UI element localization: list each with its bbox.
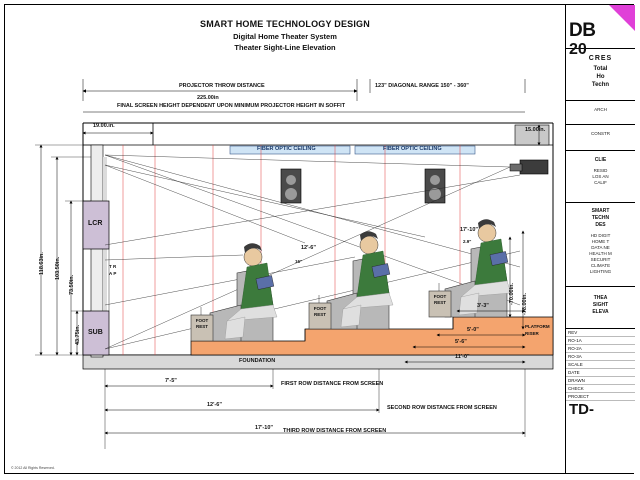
sightline-dim-2: 17'-10" bbox=[460, 227, 478, 233]
scope-title-2: TECHN bbox=[591, 215, 610, 221]
platform-riser-label: PLATFORM RISER bbox=[525, 324, 550, 336]
seat-back-dim-2: -78.00in. bbox=[522, 292, 528, 315]
seat-back-dim-1: -70.00in. bbox=[509, 282, 515, 305]
copyright-text: © 2012 All Rights Reserved. bbox=[11, 466, 55, 470]
revision-row: RO-2A bbox=[566, 345, 635, 353]
sightline-dim-1: 12'-6" bbox=[301, 245, 316, 251]
foundation-label: FOUNDATION bbox=[239, 358, 276, 364]
firm-name: CRES bbox=[588, 55, 613, 62]
trap-label: T R A P bbox=[109, 264, 117, 276]
firm-line-1: Total bbox=[593, 66, 608, 72]
sub-height-dim: 43.75in. bbox=[75, 324, 81, 345]
revision-row: REV bbox=[566, 329, 635, 337]
drawing-title-3: ELEVA bbox=[592, 309, 609, 315]
riser-dim-1: 3'-3" bbox=[477, 303, 489, 309]
scope-title-3: DES bbox=[595, 222, 606, 228]
row1-value: 7'-5" bbox=[165, 378, 177, 384]
revision-row: DRAWN bbox=[566, 377, 635, 385]
firm-line-2: Ho bbox=[596, 74, 605, 80]
page-subtitle-2: Theater Sight-Line Elevation bbox=[234, 43, 336, 52]
revision-row: RO-3A bbox=[566, 353, 635, 361]
scope-item-2: HOME T bbox=[591, 239, 610, 244]
screen-height-dim: 103.50in. bbox=[55, 256, 61, 280]
sheet-code-primary: DB bbox=[569, 20, 596, 41]
sightline-angle-1: 16" bbox=[295, 259, 303, 264]
drawing-area bbox=[5, 5, 565, 473]
row2-value: 12'-6" bbox=[207, 402, 222, 408]
footrest-label-3: FOOT REST bbox=[433, 294, 447, 305]
client-line-3: CALIF bbox=[594, 180, 607, 185]
riser-dim-3: 5'-6" bbox=[455, 339, 467, 345]
client-line-1: RESID bbox=[593, 168, 608, 173]
sightline-angle-2: 2.9" bbox=[463, 239, 472, 244]
sub-speaker-label: SUB bbox=[88, 329, 103, 336]
row1-label: FIRST ROW DISTANCE FROM SCREEN bbox=[281, 381, 384, 387]
revision-row: CHECK bbox=[566, 385, 635, 393]
lcr-height-dim: 73.50in. bbox=[69, 274, 75, 295]
client-line-2: LOS AN bbox=[592, 174, 609, 179]
client-label: CLIE bbox=[594, 157, 607, 163]
elevation-drawing bbox=[5, 5, 565, 473]
drawing-title-1: THEA bbox=[593, 295, 608, 301]
row3-label: THIRD ROW DISTANCE FROM SCREEN bbox=[283, 428, 387, 434]
footrest-label-1: FOOT REST bbox=[195, 318, 209, 329]
drawing-title-2: SIGHT bbox=[592, 302, 609, 308]
diagonal-range-label: 123" DIAGONAL RANGE 150" - 360" bbox=[375, 83, 469, 89]
architect-label: ARCH bbox=[594, 107, 607, 112]
scope-item-6: CLIMATE bbox=[590, 263, 611, 268]
revision-row: PROJECT bbox=[566, 393, 635, 401]
revision-table bbox=[566, 329, 635, 401]
foundation-dim: 11'-0" bbox=[455, 354, 470, 360]
scope-item-5: SECURIT bbox=[590, 257, 611, 262]
construction-label: CONSTR bbox=[591, 131, 610, 136]
total-height-dim: 118.63in. bbox=[39, 252, 45, 275]
revision-row: DATE bbox=[566, 369, 635, 377]
sheet-code-secondary: 20 bbox=[569, 41, 587, 58]
row3-value: 17'-10" bbox=[255, 425, 273, 431]
soffit-depth-dim: 19.00.in. bbox=[93, 123, 115, 129]
lcr-speaker-label: LCR bbox=[88, 220, 103, 227]
scope-item-4: HEALTH M bbox=[589, 251, 612, 256]
scope-title-1: SMART bbox=[591, 208, 610, 214]
fiber-optic-ceiling-left: FIBER OPTIC CEILING bbox=[257, 146, 316, 152]
soffit-height-dim: 15.00in. bbox=[525, 127, 546, 133]
footrest-label-2: FOOT REST bbox=[313, 306, 327, 317]
riser-dim-2: 5'-0" bbox=[467, 327, 479, 333]
screen-height-note: FINAL SCREEN HEIGHT DEPENDENT UPON MINIMUM PROJECTOR HEIGHT IN SOFFIT bbox=[117, 103, 346, 109]
row2-label: SECOND ROW DISTANCE FROM SCREEN bbox=[387, 405, 497, 411]
page-subtitle-1: Digital Home Theater System bbox=[233, 32, 337, 41]
firm-line-3: Techn bbox=[591, 82, 610, 88]
fiber-optic-ceiling-right: FIBER OPTIC CEILING bbox=[383, 146, 442, 152]
revision-row: RO-1A bbox=[566, 337, 635, 345]
revision-row: SCALE bbox=[566, 361, 635, 369]
scope-item-7: LIGHTING bbox=[589, 269, 612, 274]
page-title: SMART HOME TECHNOLOGY DESIGN bbox=[200, 19, 370, 29]
scope-item-1: HD DIGIT bbox=[590, 233, 611, 238]
sheet-number: TD- bbox=[569, 401, 594, 418]
corner-flag-icon bbox=[609, 5, 635, 31]
projector-throw-label: PROJECTOR THROW DISTANCE bbox=[179, 83, 265, 89]
scope-item-3: DATA NE bbox=[591, 245, 610, 250]
projector-throw-value: 225.00in bbox=[197, 95, 219, 101]
title-block bbox=[565, 5, 635, 473]
